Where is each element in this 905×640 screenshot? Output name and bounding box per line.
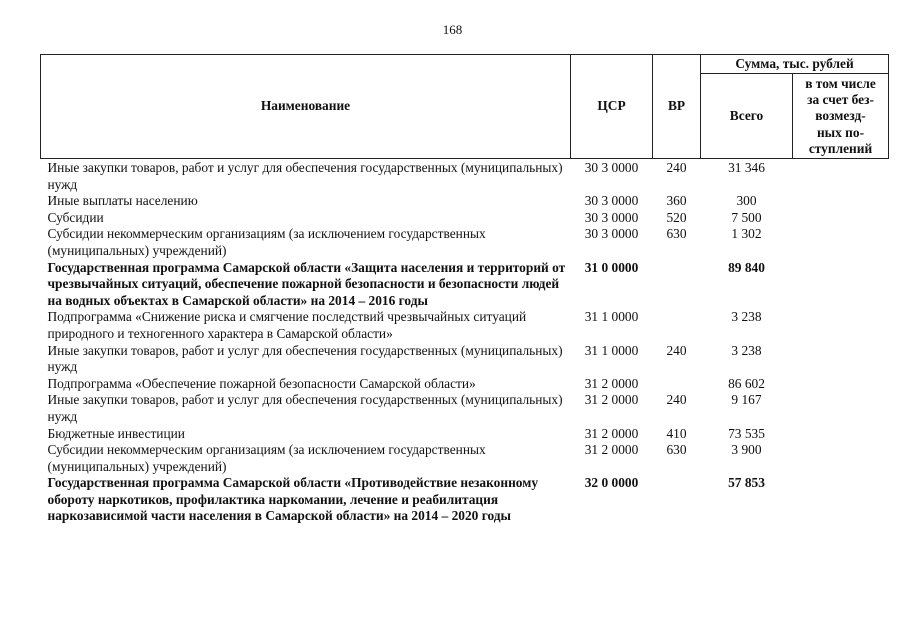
cell-name: Бюджетные инвестиции (47, 425, 185, 441)
cell-name: Иные закупки товаров, работ и услуг для обеспечения государственных (муниципальных) нужд (47, 160, 563, 192)
table-row (41, 376, 889, 393)
cell-free-receipts (793, 260, 889, 310)
cell-vr (653, 475, 701, 525)
table-row (41, 475, 889, 525)
cell-csr: 31 0 0000 (584, 259, 639, 275)
cell-name: Иные выплаты населению (47, 193, 198, 209)
cell-name: Иные закупки товаров, работ и услуг для обеспечения государственных (муниципальных) нужд (47, 392, 563, 424)
page-number: 168 (442, 22, 463, 37)
cell-total: 89 840 (728, 259, 765, 275)
cell-vr: 520 (666, 209, 687, 225)
cell-csr: 30 3 0000 (584, 193, 639, 209)
cell-total: 9 167 (731, 392, 762, 408)
table-row (41, 442, 889, 475)
table-header (41, 55, 889, 159)
header-total: Всего (701, 74, 793, 159)
cell-free-receipts (793, 392, 889, 425)
cell-free-receipts (793, 226, 889, 259)
table-body (41, 159, 889, 526)
cell-free-receipts (793, 343, 889, 376)
cell-name: Государственная программа Самарской области «Защита населения и территорий от чрезвычайных ситуаций, обеспечение пожарной безопасности и безопасности людей на водных объектах в Самарской области» на 2014 – 2016 годы (47, 259, 566, 308)
cell-free-receipts (793, 376, 889, 393)
cell-total: 57 853 (728, 475, 765, 491)
cell-total: 86 602 (728, 375, 765, 391)
cell-name: Субсидии некоммерческим организациям (за исключением государственных (муниципальных) учреждений) (47, 442, 486, 474)
table-row (41, 392, 889, 425)
cell-free-receipts (793, 475, 889, 525)
cell-free-receipts (793, 442, 889, 475)
cell-csr: 30 3 0000 (584, 226, 639, 242)
table-row (41, 309, 889, 342)
table-row (41, 426, 889, 443)
cell-name: Государственная программа Самарской области «Противодействие незаконному обороту наркотиков, профилактика наркомании, лечение и реабилитация наркозависимой части населения в Самарской области» на 2014 – 2020 годы (47, 475, 539, 524)
table-row (41, 226, 889, 259)
cell-vr: 360 (666, 193, 687, 209)
budget-table (40, 54, 889, 525)
cell-name: Подпрограмма «Снижение риска и смягчение последствий чрезвычайных ситуаций природного и техногенного характера в Самарской области» (47, 309, 527, 341)
cell-total: 3 900 (731, 442, 762, 458)
cell-vr (653, 376, 701, 393)
table-row (41, 260, 889, 310)
cell-free-receipts (793, 210, 889, 227)
cell-csr: 31 2 0000 (584, 442, 639, 458)
cell-free-receipts (793, 426, 889, 443)
cell-vr: 410 (666, 425, 687, 441)
table-row (41, 159, 889, 194)
cell-free-receipts (793, 159, 889, 194)
cell-csr: 32 0 0000 (584, 475, 639, 491)
cell-name: Субсидии некоммерческим организациям (за исключением государственных (муниципальных) учреждений) (47, 226, 486, 258)
cell-total: 300 (736, 193, 757, 209)
cell-vr: 630 (666, 442, 687, 458)
table-row (41, 210, 889, 227)
header-vr: ВР (653, 55, 701, 159)
cell-total: 1 302 (731, 226, 762, 242)
header-csr: ЦСР (571, 55, 653, 159)
cell-total: 3 238 (731, 309, 762, 325)
cell-vr: 240 (666, 342, 687, 358)
cell-vr: 240 (666, 160, 687, 176)
table-row (41, 193, 889, 210)
table-row (41, 343, 889, 376)
cell-csr: 31 2 0000 (584, 425, 639, 441)
header-free-receipts: в том числе за счет без- возмезд- ных по- ступлений (793, 74, 889, 159)
cell-free-receipts (793, 309, 889, 342)
cell-csr: 31 1 0000 (584, 342, 639, 358)
cell-name: Субсидии (47, 209, 104, 225)
cell-name: Подпрограмма «Обеспечение пожарной безопасности Самарской области» (47, 375, 476, 391)
cell-free-receipts (793, 193, 889, 210)
header-amount-caption: Сумма, тыс. рублей (701, 55, 889, 74)
cell-csr: 31 2 0000 (584, 392, 639, 408)
cell-csr: 31 1 0000 (584, 309, 639, 325)
cell-vr (653, 309, 701, 342)
cell-csr: 30 3 0000 (584, 209, 639, 225)
cell-total: 31 346 (728, 160, 765, 176)
cell-total: 7 500 (731, 209, 762, 225)
cell-vr: 630 (666, 226, 687, 242)
cell-vr: 240 (666, 392, 687, 408)
cell-name: Иные закупки товаров, работ и услуг для обеспечения государственных (муниципальных) нужд (47, 342, 563, 375)
cell-total: 73 535 (728, 425, 765, 441)
cell-csr: 30 3 0000 (584, 160, 639, 176)
header-name: Наименование (41, 55, 571, 159)
cell-csr: 31 2 0000 (584, 375, 639, 391)
cell-vr (653, 260, 701, 310)
cell-total: 3 238 (731, 342, 762, 358)
